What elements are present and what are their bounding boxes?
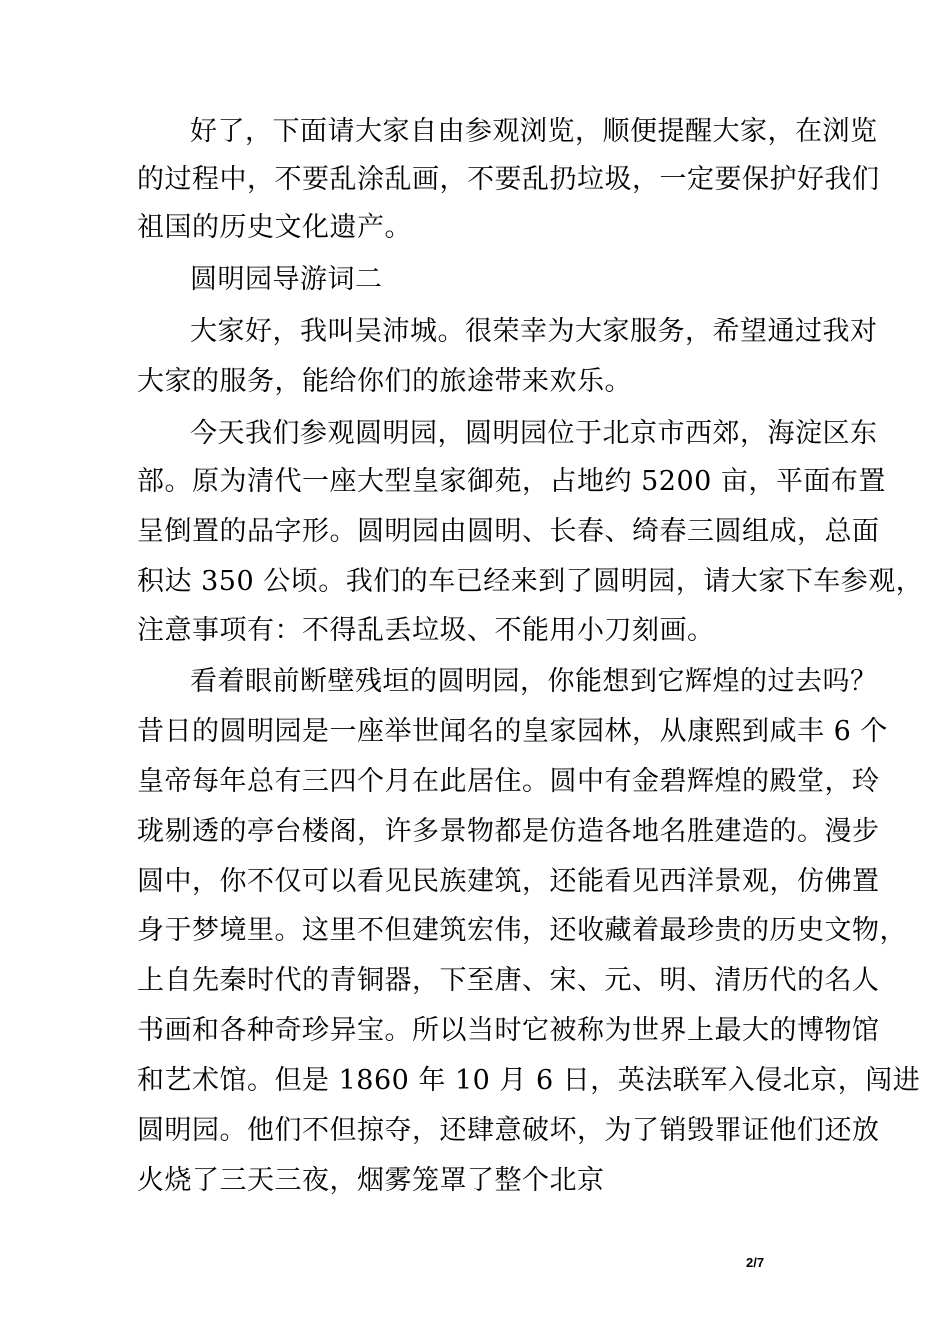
text-line: 圆中，你不仅可以看见民族建筑，还能看见西洋景观，仿佛置 — [137, 866, 880, 897]
text-line: 身于梦境里。这里不但建筑宏伟，还收藏着最珍贵的历史文物， — [137, 915, 907, 946]
text-line: 火烧了三天三夜，烟雾笼罩了整个北京 — [137, 1165, 605, 1196]
text-line: 看着眼前断壁残垣的圆明园，你能想到它辉煌的过去吗？ — [190, 666, 878, 697]
text-line: 昔日的圆明园是一座举世闻名的皇家园林，从康熙到咸丰 6 个 — [137, 716, 888, 747]
text-line: 大家的服务，能给你们的旅途带来欢乐。 — [137, 366, 632, 397]
text-line: 圆明园。他们不但掠夺，还肆意破坏，为了销毁罪证他们还放 — [137, 1115, 880, 1146]
text-line: 书画和各种奇珍异宝。所以当时它被称为世界上最大的博物馆 — [137, 1015, 880, 1046]
text-line: 好了，下面请大家自由参观浏览，顺便提醒大家，在浏览 — [190, 116, 878, 147]
text-line: 的过程中，不要乱涂乱画，不要乱扔垃圾，一定要保护好我们 — [137, 164, 880, 195]
text-line: 积达 350 公顷。我们的车已经来到了圆明园，请大家下车参观， — [137, 566, 924, 597]
text-line: 今天我们参观圆明园，圆明园位于北京市西郊，海淀区东 — [190, 418, 878, 449]
text-line: 大家好，我叫吴沛城。很荣幸为大家服务，希望通过我对 — [190, 316, 878, 347]
text-line: 珑剔透的亭台楼阁，许多景物都是仿造各地名胜建造的。漫步 — [137, 816, 880, 847]
text-line: 注意事项有：不得乱丢垃圾、不能用小刀刻画。 — [137, 615, 715, 646]
text-line: 上自先秦时代的青铜器，下至唐、宋、元、明、清历代的名人 — [137, 965, 880, 996]
text-line: 皇帝每年总有三四个月在此居住。圆中有金碧辉煌的殿堂，玲 — [137, 766, 880, 797]
text-line: 祖国的历史文化遗产。 — [137, 212, 412, 243]
text-line: 和艺术馆。但是 1860 年 10 月 6 日，英法联军入侵北京，闯进 — [137, 1065, 921, 1096]
text-line: 呈倒置的品字形。圆明园由圆明、长春、绮春三圆组成，总面 — [137, 516, 880, 547]
page-number: 2/7 — [746, 1255, 765, 1270]
text-line: 部。原为清代一座大型皇家御苑，占地约 5200 亩，平面布置 — [137, 466, 886, 497]
section-heading: 圆明园导游词二 — [190, 264, 383, 295]
